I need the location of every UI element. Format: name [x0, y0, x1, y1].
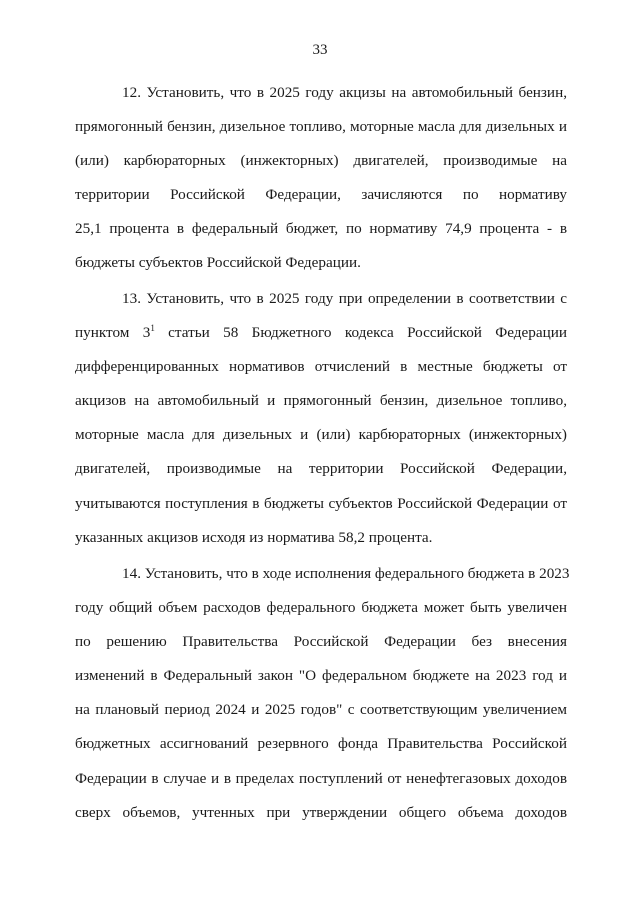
text-line: двигателей, производимые на территории Российской Федерации,	[75, 460, 567, 478]
text-line: 14. Установить, что в ходе исполнения федерального бюджета в 2023	[122, 565, 570, 582]
text-line: 12. Установить, что в 2025 году акцизы на автомобильный бензин,	[122, 84, 567, 101]
text-line: территории Российской Федерации, зачисляются по нормативу	[75, 186, 567, 204]
text-line: моторные масла для дизельных и (или) карбюраторных (инжекторных)	[75, 426, 567, 444]
text-line: акцизов на автомобильный и прямогонный бензин, дизельное топливо,	[75, 392, 567, 410]
text-line: бюджетных ассигнований резервного фонда Правительства Российской	[75, 735, 567, 753]
text-line: (или) карбюраторных (инжекторных) двигателей, производимые на	[75, 152, 567, 170]
text-line: по решению Правительства Российской Федерации без внесения	[75, 633, 567, 651]
paragraph-13	[75, 282, 567, 555]
paragraph-12	[75, 76, 567, 281]
text-line: сверх объемов, учтенных при утверждении общего объема доходов	[75, 803, 567, 821]
text-line: прямогонный бензин, дизельное топливо, моторные масла для дизельных и	[75, 118, 567, 136]
page-number: 33	[312, 42, 328, 58]
text-line: дифференцированных нормативов отчислений в местные бюджеты от	[75, 358, 567, 376]
text-line: учитываются поступления в бюджеты субъектов Российской Федерации от	[75, 494, 567, 512]
text-line: на плановый период 2024 и 2025 годов" с соответствующим увеличением	[75, 701, 567, 719]
superscript: 1	[150, 323, 155, 334]
text-line: изменений в Федеральный закон "О федеральном бюджете на 2023 год и	[75, 667, 567, 685]
text-line: указанных акцизов исходя из норматива 58,2 процента.	[75, 528, 433, 546]
text-line: году общий объем расходов федерального бюджета может быть увеличен	[75, 599, 567, 617]
text-fragment: пунктом 3	[75, 324, 151, 342]
text-fragment: статьи 58 Бюджетного кодекса Российской Федерации	[154, 324, 567, 342]
text-line: 25,1 процента в федеральный бюджет, по нормативу 74,9 процента - в	[75, 220, 567, 238]
text-line: бюджеты субъектов Российской Федерации.	[75, 254, 361, 272]
text-line: Федерации в случае и в пределах поступлений от ненефтегазовых доходов	[75, 769, 567, 787]
paragraph-14	[75, 557, 570, 830]
text-line: 13. Установить, что в 2025 году при определении в соответствии с	[122, 290, 567, 307]
text-line-with-superscript	[75, 316, 567, 350]
